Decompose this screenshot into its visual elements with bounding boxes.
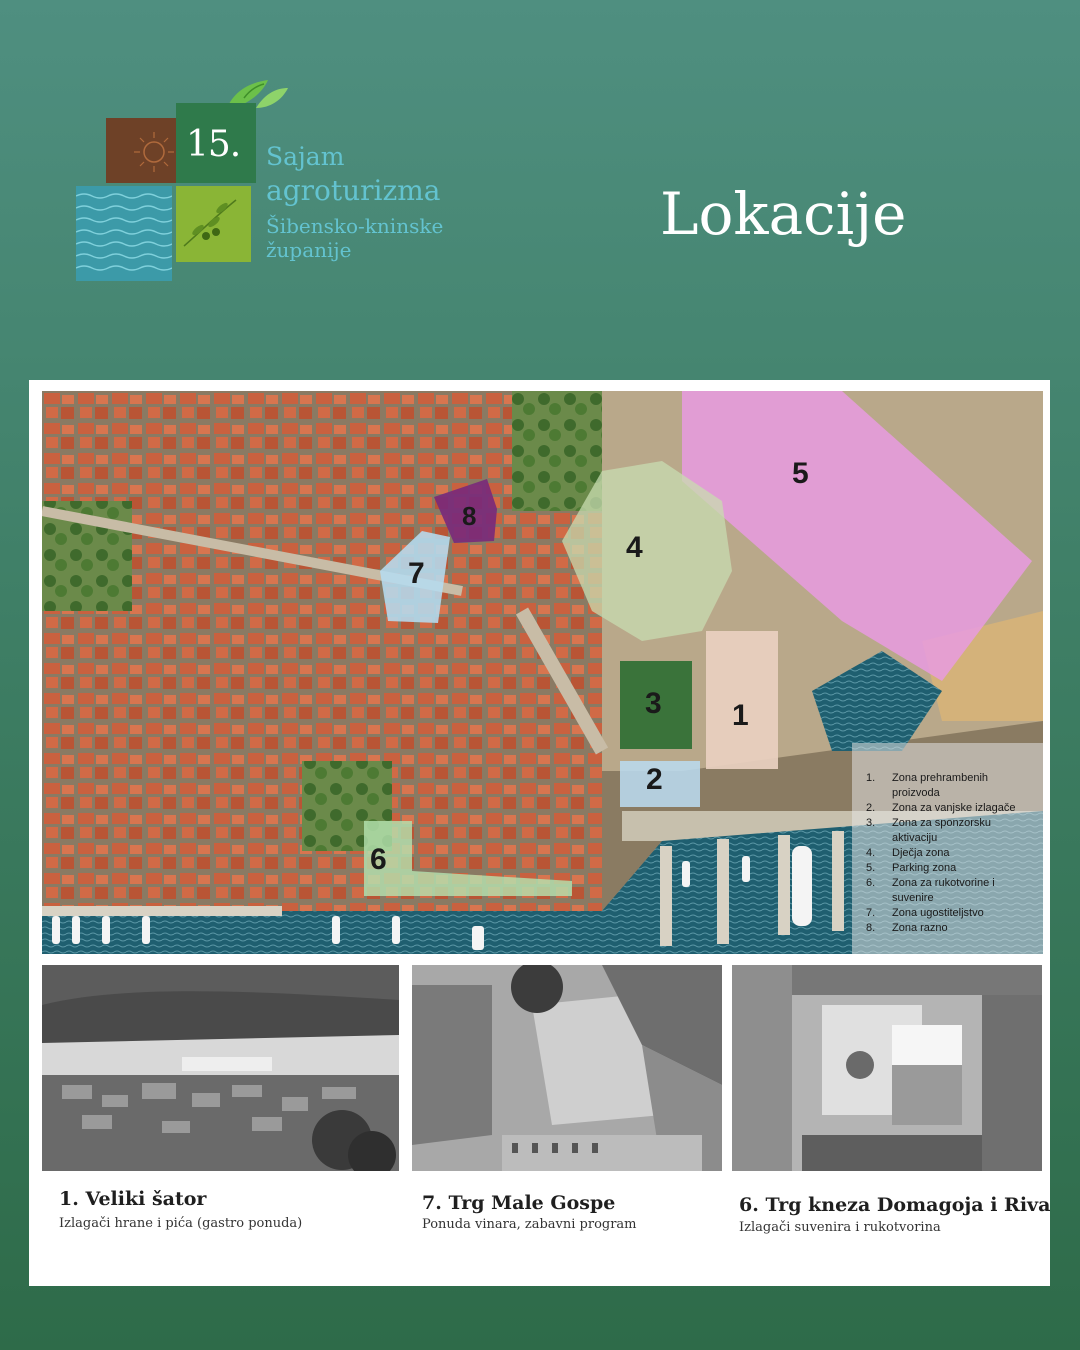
fair-logo — [76, 76, 476, 286]
logo-line-sajam: Sajam — [266, 142, 345, 171]
photo-trg-kneza-domagoja — [732, 965, 1042, 1171]
location-1-title: 1. Veliki šator — [59, 1188, 207, 1210]
waves-icon — [76, 186, 172, 281]
legend-item: 3. Zona za sponzorsku aktivaciju — [866, 817, 992, 844]
zone-2-label: 2 — [646, 763, 663, 796]
legend-item: 5. Parking zona — [866, 862, 957, 874]
logo-line-county: Šibensko-kninske — [266, 214, 444, 238]
zone-4-label: 4 — [626, 531, 643, 564]
sun-tile — [106, 118, 176, 183]
zone-3-label: 3 — [645, 687, 662, 720]
zone-5-label: 5 — [792, 457, 809, 490]
edition-number: 15. — [186, 124, 241, 165]
legend-item: 4. Dječja zona — [866, 847, 950, 859]
location-1-subtitle: Izlagači hrane i pića (gastro ponuda) — [59, 1216, 303, 1231]
location-6-title: 6. Trg kneza Domagoja i Riva — [739, 1194, 1051, 1216]
photo-trg-male-gospe — [412, 965, 722, 1171]
legend-list — [866, 771, 1038, 936]
legend-item: 8. Zona razno — [866, 922, 948, 934]
legend-item: 7. Zona ugostiteljstvo — [866, 907, 984, 919]
legend-item: 1. Zona prehrambenih proizvoda — [866, 772, 989, 799]
legend-item: 6. Zona za rukotvorine i suvenire — [866, 877, 995, 904]
location-7-subtitle: Ponuda vinara, zabavni program — [422, 1217, 637, 1232]
sun-icon — [106, 118, 176, 183]
logo-line-agroturizma: agroturizma — [266, 174, 441, 207]
location-6-subtitle: Izlagači suvenira i rukotvorina — [739, 1220, 941, 1235]
photo-veliki-sator — [42, 965, 399, 1171]
zone-6-label: 6 — [370, 843, 387, 876]
zone-1-label: 1 — [732, 699, 749, 732]
olive-tile — [176, 186, 251, 262]
olive-branch-icon — [176, 186, 251, 262]
aerial-map — [42, 391, 1043, 954]
locations-card — [29, 380, 1050, 1286]
sea-tile — [76, 186, 172, 281]
zone-7-label: 7 — [408, 557, 425, 590]
logo-line-zupanije: županije — [266, 238, 352, 262]
legend-item: 2. Zona za vanjske izlagače — [866, 802, 1016, 814]
map-legend — [852, 743, 1043, 954]
page-title: Lokacije — [660, 180, 907, 248]
zone-8-label: 8 — [462, 501, 477, 531]
location-7-title: 7. Trg Male Gospe — [422, 1192, 616, 1214]
